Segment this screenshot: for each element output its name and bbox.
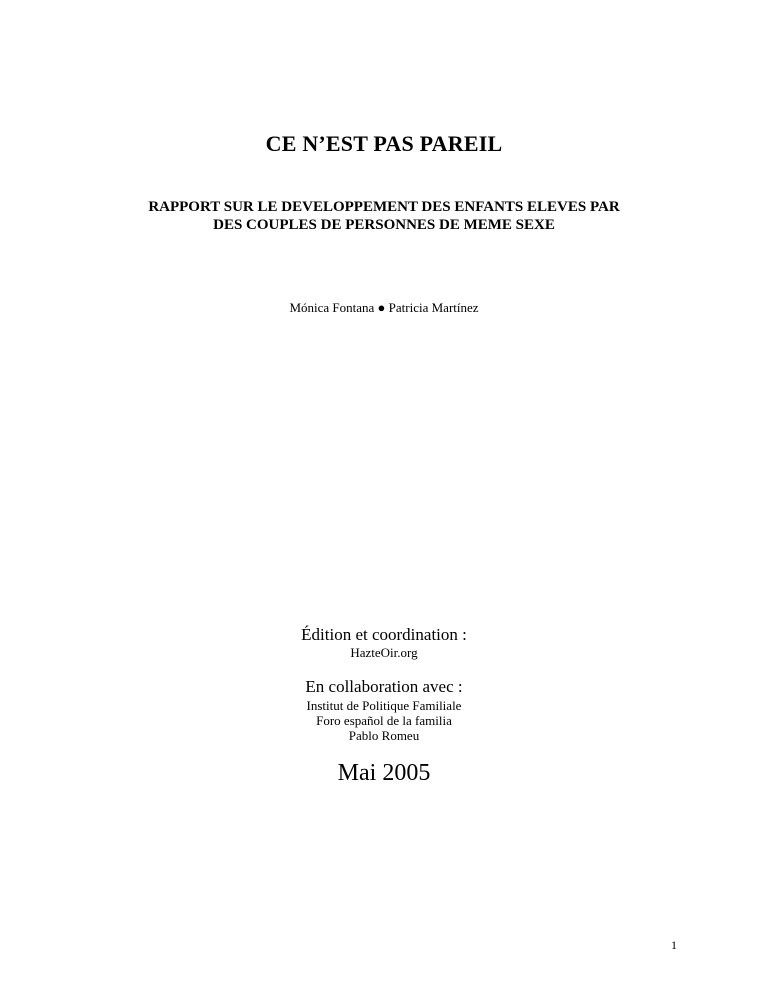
edition-label: Édition et coordination : — [301, 625, 467, 644]
subtitle-line: RAPPORT SUR LE DEVELOPPEMENT DES ENFANTS ELEVES PAR — [148, 199, 620, 215]
bullet-separator-icon: ● — [377, 300, 386, 315]
collaboration-partners — [0, 698, 768, 743]
edition-value: HazteOir.org — [350, 645, 418, 660]
partner-name: Pablo Romeu — [348, 728, 420, 743]
author-name: Patricia Martínez — [388, 300, 479, 315]
document-title: CE N’EST PAS PAREIL — [265, 131, 503, 156]
author-name: Mónica Fontana — [289, 300, 375, 315]
page-number: 1 — [671, 938, 677, 952]
partner-name: Institut de Politique Familiale — [306, 698, 462, 713]
collaboration-label: En collaboration avec : — [305, 677, 463, 696]
document-subtitle — [0, 198, 768, 234]
authors-line — [0, 300, 768, 316]
subtitle-line: DES COUPLES DE PERSONNES DE MEME SEXE — [213, 217, 555, 233]
partner-name: Foro español de la familia — [316, 713, 452, 728]
publication-date: Mai 2005 — [337, 760, 431, 786]
